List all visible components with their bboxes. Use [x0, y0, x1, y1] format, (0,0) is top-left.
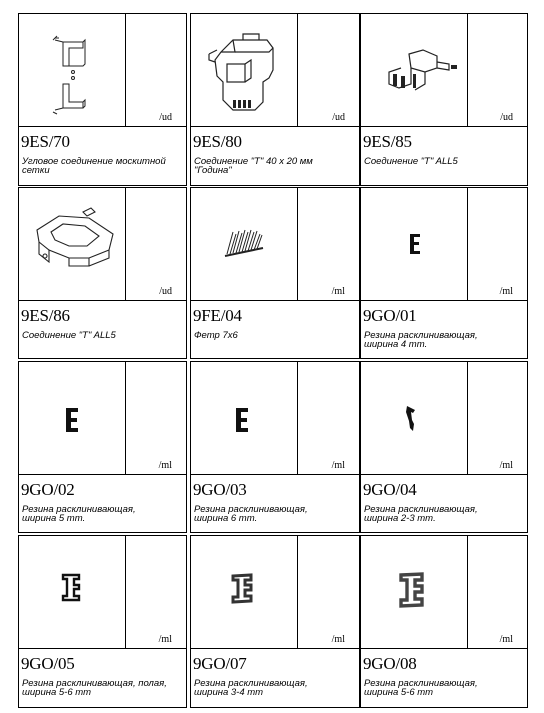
felt-strip-icon	[219, 226, 269, 260]
t-connector-frame-icon	[29, 206, 119, 276]
product-card	[190, 361, 360, 533]
unit-label: /ml	[499, 634, 513, 645]
product-code: 9GO/04	[363, 480, 417, 499]
product-code: 9ES/86	[21, 306, 70, 325]
unit-label: /ml	[331, 286, 345, 297]
product-code: 9ES/70	[21, 132, 70, 151]
unit-cell	[468, 188, 527, 300]
unit-cell	[126, 188, 186, 300]
product-description: Соединение "T" ALL5	[364, 156, 458, 167]
t-connector-block-icon	[203, 30, 283, 120]
product-image	[19, 536, 126, 648]
product-card	[360, 535, 528, 708]
rubber-profile-icon	[407, 232, 423, 256]
corner-connector-icon	[49, 26, 109, 121]
product-description: Соединение "T" ALL5	[22, 330, 116, 341]
rubber-profile-curved-icon	[403, 404, 421, 434]
unit-cell	[468, 14, 527, 126]
product-info	[191, 300, 359, 358]
unit-label: /ml	[331, 634, 345, 645]
product-info	[361, 474, 527, 532]
product-card	[18, 361, 187, 533]
product-image	[361, 362, 468, 474]
product-info	[19, 648, 186, 707]
product-image	[361, 14, 468, 126]
product-info	[361, 648, 527, 707]
product-description: Соединение "T" 40 x 20 мм "Година"	[194, 156, 313, 176]
product-description: Резина расклинивающая, ширина 5 mm.	[22, 504, 136, 524]
unit-cell	[298, 14, 359, 126]
product-card	[360, 361, 528, 533]
product-info	[19, 126, 186, 185]
unit-label: /ml	[331, 460, 345, 471]
product-image	[191, 536, 298, 648]
product-description: Резина расклинивающая, ширина 3-4 mm	[194, 678, 308, 698]
unit-cell	[126, 536, 186, 648]
unit-label: /ud	[500, 112, 513, 123]
product-image	[361, 188, 468, 300]
product-card	[18, 535, 187, 708]
product-image	[191, 14, 298, 126]
product-description: Угловое соединение москитной сетки	[22, 156, 166, 176]
unit-cell	[298, 536, 359, 648]
product-code: 9GO/01	[363, 306, 417, 325]
hollow-rubber-profile-icon	[395, 570, 429, 610]
unit-cell	[126, 14, 186, 126]
product-code: 9ES/80	[193, 132, 242, 151]
product-code: 9GO/05	[21, 654, 75, 673]
product-image	[19, 362, 126, 474]
unit-cell	[298, 362, 359, 474]
product-info	[191, 126, 359, 185]
unit-cell	[468, 362, 527, 474]
unit-label: /ud	[332, 112, 345, 123]
product-description: Резина расклинивающая, полая, ширина 5-6 mm	[22, 678, 167, 698]
product-card	[360, 13, 528, 186]
product-code: 9FE/04	[193, 306, 242, 325]
product-image	[19, 188, 126, 300]
rubber-profile-icon	[233, 406, 251, 434]
product-info	[191, 474, 359, 532]
product-description: Резина расклинивающая, ширина 6 mm.	[194, 504, 308, 524]
product-image	[191, 362, 298, 474]
product-card	[360, 187, 528, 359]
unit-label: /ml	[499, 286, 513, 297]
product-info	[191, 648, 359, 707]
product-info	[361, 300, 527, 358]
hollow-rubber-profile-icon	[57, 572, 85, 606]
unit-cell	[126, 362, 186, 474]
product-description: Резина расклинивающая, ширина 5-6 mm	[364, 678, 478, 698]
product-card	[18, 13, 187, 186]
product-card	[190, 13, 360, 186]
unit-label: /ud	[159, 112, 172, 123]
product-card	[18, 187, 187, 359]
product-card	[190, 187, 360, 359]
product-card	[190, 535, 360, 708]
product-code: 9ES/85	[363, 132, 412, 151]
product-code: 9GO/07	[193, 654, 247, 673]
rubber-profile-icon	[63, 406, 81, 434]
product-description: Фетр 7x6	[194, 330, 238, 341]
product-code: 9GO/03	[193, 480, 247, 499]
product-info	[19, 474, 186, 532]
product-code: 9GO/02	[21, 480, 75, 499]
hollow-rubber-profile-icon	[227, 572, 257, 606]
product-description: Резина расклинивающая, ширина 2-3 mm.	[364, 504, 478, 524]
t-connector-all5-icon	[379, 44, 459, 104]
unit-label: /ml	[499, 460, 513, 471]
product-code: 9GO/08	[363, 654, 417, 673]
unit-label: /ml	[158, 634, 172, 645]
product-info	[361, 126, 527, 185]
unit-cell	[298, 188, 359, 300]
product-image	[361, 536, 468, 648]
product-description: Резина расклинивающая, ширина 4 mm.	[364, 330, 478, 350]
unit-label: /ml	[158, 460, 172, 471]
product-image	[191, 188, 298, 300]
unit-cell	[468, 536, 527, 648]
unit-label: /ud	[159, 286, 172, 297]
product-info	[19, 300, 186, 358]
product-image	[19, 14, 126, 126]
